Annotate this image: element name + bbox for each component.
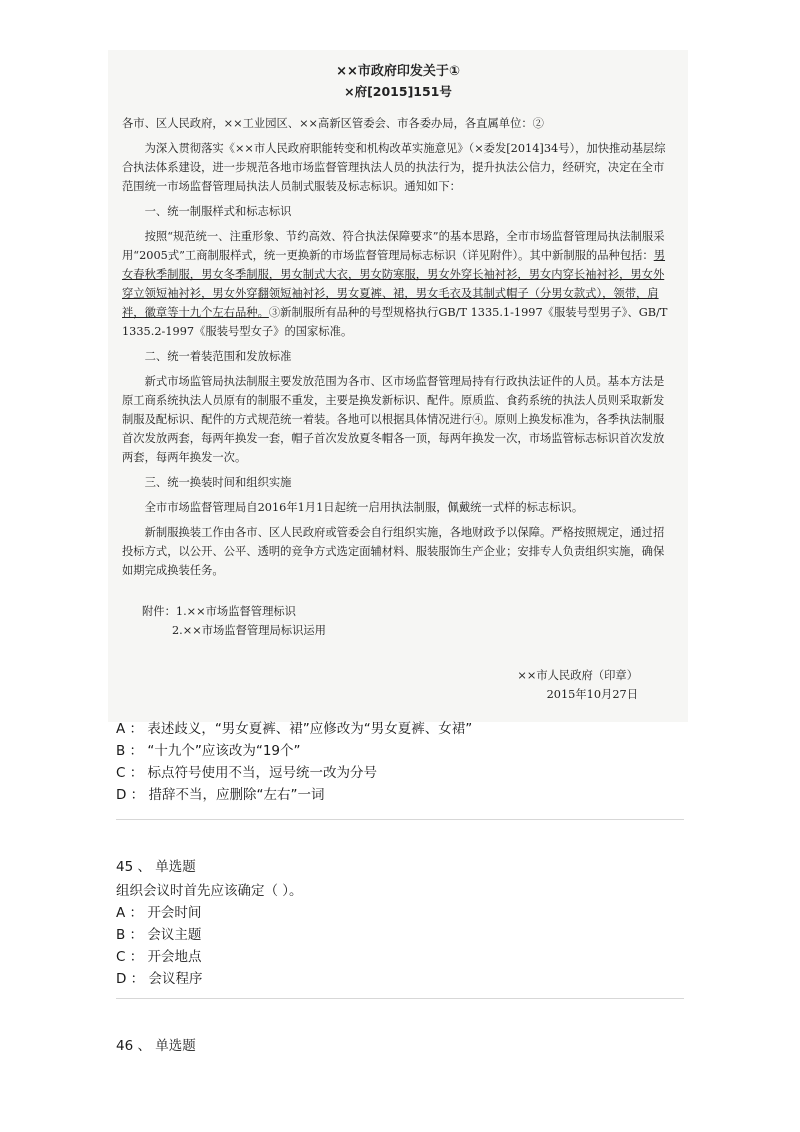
divider: [116, 819, 684, 820]
section-heading-1: 一、统一制服样式和标志标识: [144, 205, 292, 218]
section-1-text-c: ③新制服所有品种的号型规格执行GB/T 1335.1-1997《服装号型男子》、GB/T 1335.2-1997《服装号型女子》的国家标准。: [122, 306, 668, 338]
section-3-text-b: 新制服换装工作由各市、区人民政府或管委会自行组织实施，各地财政予以保障。严格按照规定，通过招投标方式，以公开、公平、透明的竞争方式选定面辅材料、服装服饰生产企业；安排专人负责组织实施，确保如期完成换装任务。: [122, 526, 665, 577]
section-2-body: 新式市场监管局执法制服主要发放范围为各市、区市场监督管理局持有行政执法证件的人员。基本方法是原工商系统执法人员原有的制服不重发，主要是换发新标识、配件。原质监、食药系统的执法人员则采取新发制服及配标识、配件的方式规范统一着装。各地可以根据具体情况进行④。原则上换发标准为，各季执法制服首次发放两套，每两年换发一套，帽子首次发放夏冬帽各一顶，每两年换发一次，市场监管标志标识首次发放两套，每两年换发一次。: [122, 375, 665, 464]
question-45-header: 45 、 单选题: [116, 859, 196, 875]
option-c[interactable]: C ： 开会地点: [116, 949, 202, 965]
doc-title: ××市政府印发关于①: [336, 64, 460, 79]
doc-intro: 为深入贯彻落实《××市人民政府职能转变和机构改革实施意见》（×委发[2014]34号），加快推动基层综合执法体系建设，进一步规范各地市场监督管理执法人员的执法行为，提升执法公信力，经研究，决定在全市范围统一市场监督管理局执法人员制式服装及标志标识。通知如下：: [122, 142, 666, 193]
section-1-items-underlined: 男女春秋季制服，男女冬季制服，男女制式大衣，男女防寒服，男女外穿长袖衬衫，男女内穿长袖衬衫，男女外穿立领短袖衬衫，男女外穿翻领短袖衬衫，男女夏裤、裙，男女毛衣及其制式帽子（分男女款式），领带，肩袢，徽章等十九个左右品种。: [122, 249, 666, 319]
question-46-header: 46 、 单选题: [116, 1038, 196, 1054]
option-d[interactable]: D ： 会议程序: [116, 971, 203, 987]
scanned-document-image: [108, 50, 688, 722]
section-1-body: [122, 227, 674, 341]
option-a[interactable]: A ： 表述歧义，“男女夏裤、裙”应修改为“男女夏裤、女裙”: [116, 721, 473, 737]
attachment-line-1: 附件：1.××市场监督管理标识: [142, 605, 296, 618]
section-3-text-a: 全市市场监督管理局自2016年1月1日起统一启用执法制服，佩戴统一式样的标志标识。: [144, 501, 584, 514]
doc-date: 2015年10月27日: [546, 688, 638, 701]
section-1-text-a: 按照“规范统一、注重形象、节约高效、符合执法保障要求”的基本思路，全市市场监督管理局执法制服采用“2005式”工商制服样式，统一更换新的市场监督管理局标志标识（详见附件）。其中新制服的品种包括：: [122, 230, 665, 262]
attachment-line-2: 2.××市场监督管理局标识运用: [172, 624, 326, 637]
section-heading-3: 三、统一换装时间和组织实施: [144, 476, 292, 489]
option-d[interactable]: D ： 措辞不当，应删除“左右”一词: [116, 787, 325, 803]
doc-addressee: 各市、区人民政府，××工业园区、××高新区管委会、市各委办局，各直属单位：②: [122, 117, 544, 130]
option-c[interactable]: C ： 标点符号使用不当，逗号统一改为分号: [116, 765, 378, 781]
option-a[interactable]: A ： 开会时间: [116, 905, 202, 921]
section-heading-2: 二、统一着装范围和发放标准: [144, 350, 292, 363]
question-44-options: [116, 718, 472, 806]
option-b[interactable]: B ： “十九个”应该改为“19个”: [116, 743, 301, 759]
option-b[interactable]: B ： 会议主题: [116, 927, 202, 943]
question-45-stem: 组织会议时首先应该确定（ ）。: [116, 883, 303, 899]
doc-number: ×府[2015]151号: [344, 84, 452, 99]
divider: [116, 998, 684, 999]
doc-signer: ××市人民政府（印章）: [517, 669, 638, 682]
question-45: [116, 880, 303, 990]
